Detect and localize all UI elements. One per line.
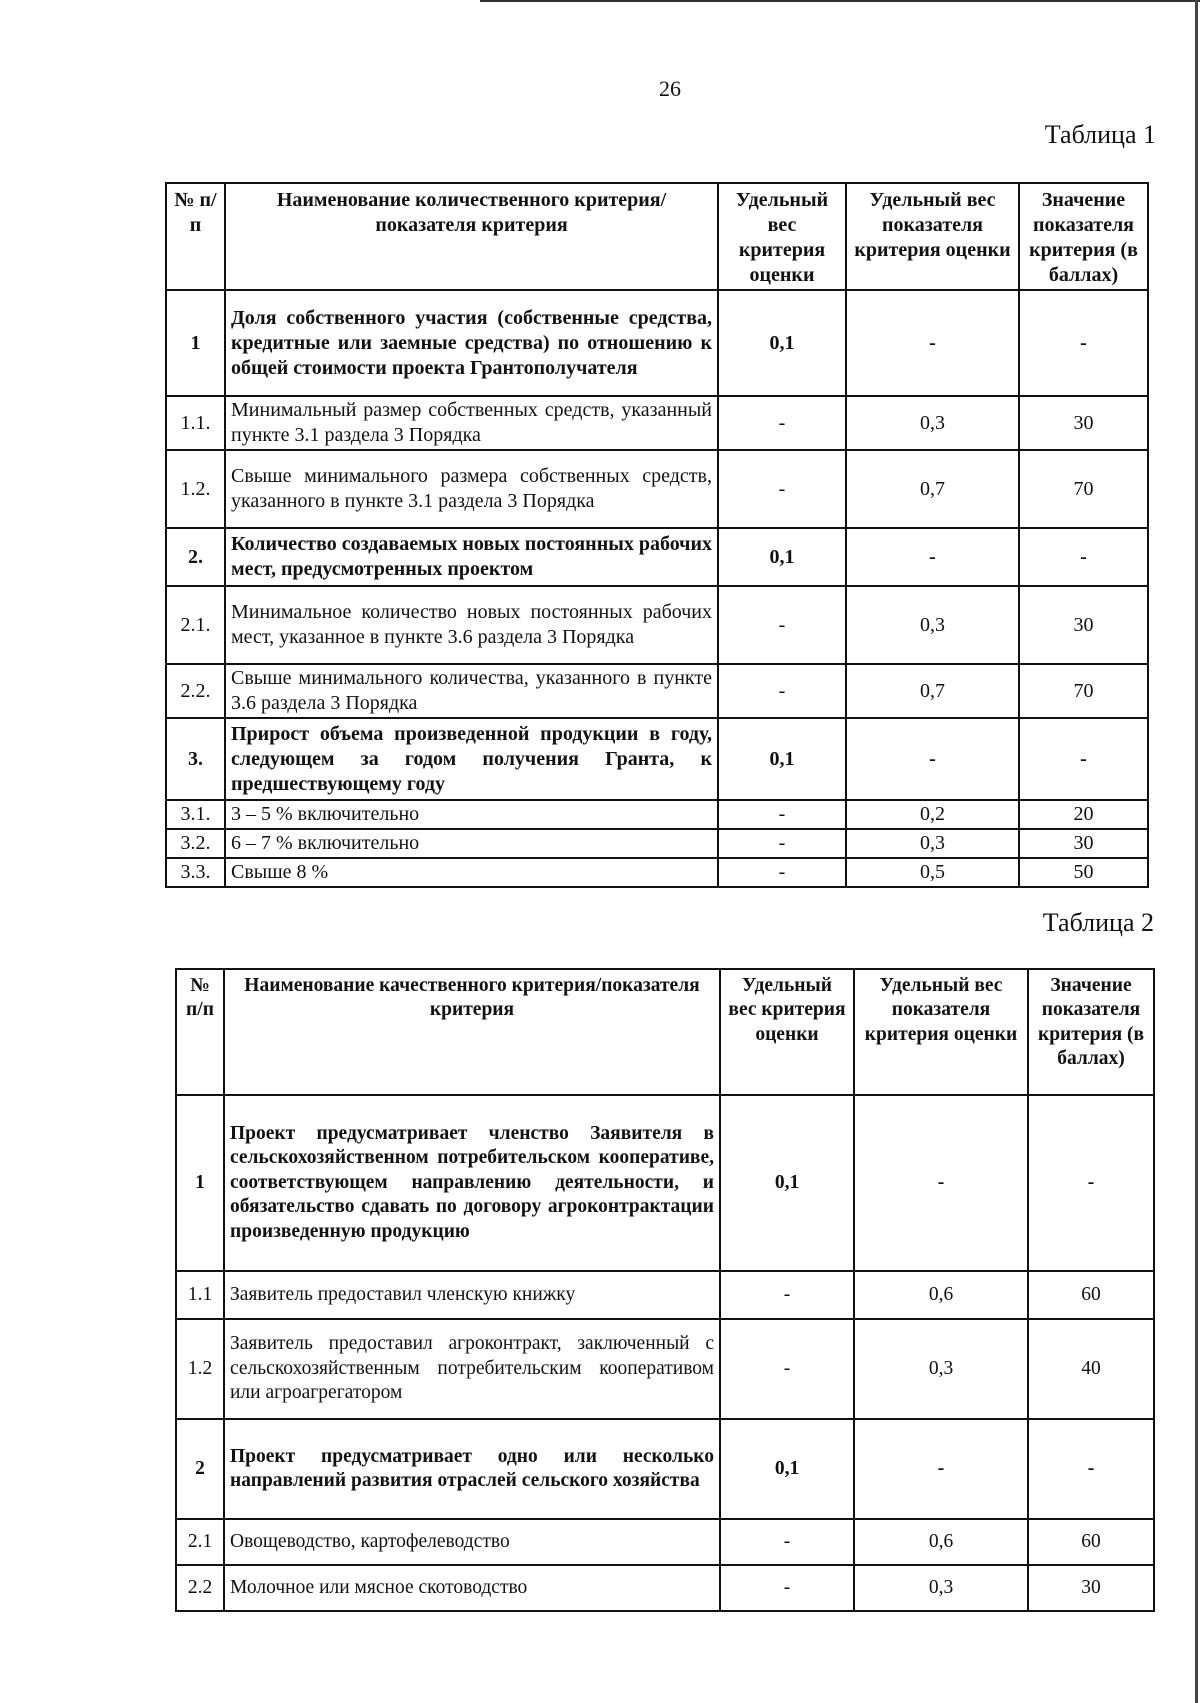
row-weight: 0,1 <box>720 1095 854 1271</box>
row-indicator-weight: - <box>854 1419 1028 1519</box>
table2-header-row <box>176 969 1154 1095</box>
row-indicator-weight: 0,3 <box>846 396 1019 450</box>
row-value: 30 <box>1019 586 1148 664</box>
header-weight: Удельный вес критерия оценки <box>718 183 846 290</box>
row-indicator-weight: 0,3 <box>846 586 1019 664</box>
row-num: 1 <box>166 290 225 396</box>
row-name: Минимальное количество новых постоянных рабочих мест, указанное в пункте 3.6 раздела 3 Порядка <box>225 586 718 664</box>
row-num: 2.1 <box>176 1519 224 1565</box>
row-num: 3. <box>166 718 225 800</box>
row-name: Свыше минимального размера собственных средств, указанного в пункте 3.1 раздела 3 Порядка <box>225 450 718 528</box>
table-quantitative-criteria <box>165 182 1149 888</box>
row-num: 1 <box>176 1095 224 1271</box>
row-weight: - <box>718 396 846 450</box>
row-indicator-weight: 0,5 <box>846 858 1019 887</box>
table-row <box>166 290 1148 396</box>
row-indicator-weight: 0,7 <box>846 664 1019 718</box>
row-value: - <box>1028 1419 1154 1519</box>
row-indicator-weight: 0,2 <box>846 800 1019 829</box>
row-indicator-weight: 0,6 <box>854 1271 1028 1319</box>
row-name: Свыше 8 % <box>225 858 718 887</box>
row-num: 1.2. <box>166 450 225 528</box>
row-value: - <box>1019 718 1148 800</box>
row-name: Молочное или мясное скотоводство <box>224 1565 720 1611</box>
page-number: 26 <box>659 76 681 101</box>
row-value: 60 <box>1028 1271 1154 1319</box>
table-row <box>166 396 1148 450</box>
row-indicator-weight: 0,3 <box>854 1319 1028 1419</box>
row-weight: - <box>718 858 846 887</box>
row-indicator-weight: - <box>846 718 1019 800</box>
row-value: - <box>1019 528 1148 586</box>
row-indicator-weight: 0,3 <box>854 1565 1028 1611</box>
header-indicator-weight: Удельный вес показателя критерия оценки <box>854 969 1028 1095</box>
row-weight: - <box>720 1565 854 1611</box>
row-value: 70 <box>1019 450 1148 528</box>
row-indicator-weight: - <box>846 290 1019 396</box>
row-num: 2.2 <box>176 1565 224 1611</box>
row-name: 6 – 7 % включительно <box>225 829 718 858</box>
row-name: Проект предусматривает одно или несколько направлений развития отраслей сельского хозяйства <box>224 1419 720 1519</box>
row-num: 1.2 <box>176 1319 224 1419</box>
row-indicator-weight: 0,3 <box>846 829 1019 858</box>
row-name: Доля собственного участия (собственные средства, кредитные или заемные средства) по отношению к общей стоимости проекта Грантополучателя <box>225 290 718 396</box>
row-num: 1.1. <box>166 396 225 450</box>
row-weight: - <box>718 800 846 829</box>
table-row <box>176 1519 1154 1565</box>
row-num: 2.2. <box>166 664 225 718</box>
row-indicator-weight: - <box>854 1095 1028 1271</box>
table-row <box>176 1319 1154 1419</box>
row-name: Минимальный размер собственных средств, указанный пункте 3.1 раздела 3 Порядка <box>225 396 718 450</box>
table-row <box>166 800 1148 829</box>
table-row <box>176 1565 1154 1611</box>
row-indicator-weight: 0,6 <box>854 1519 1028 1565</box>
row-num: 2.1. <box>166 586 225 664</box>
table-row <box>166 450 1148 528</box>
row-value: 70 <box>1019 664 1148 718</box>
scan-edge-right <box>1195 0 1198 1703</box>
table-row <box>176 1419 1154 1519</box>
row-weight: - <box>720 1271 854 1319</box>
row-num: 3.3. <box>166 858 225 887</box>
row-weight: 0,1 <box>718 718 846 800</box>
header-name: Наименование количественного критерия/показателя критерия <box>225 183 718 290</box>
row-name: Прирост объема произведенной продукции в году, следующем за годом получения Гранта, к предшествующему году <box>225 718 718 800</box>
row-value: - <box>1019 290 1148 396</box>
header-name: Наименование качественного критерия/показателя критерия <box>224 969 720 1095</box>
row-value: 60 <box>1028 1519 1154 1565</box>
row-weight: 0,1 <box>720 1419 854 1519</box>
table1-caption: Таблица 1 <box>1044 120 1156 149</box>
row-weight: - <box>718 829 846 858</box>
row-value: 30 <box>1028 1565 1154 1611</box>
table-row <box>176 1271 1154 1319</box>
row-name: Свыше минимального количества, указанного в пункте 3.6 раздела 3 Порядка <box>225 664 718 718</box>
row-num: 3.1. <box>166 800 225 829</box>
row-value: - <box>1028 1095 1154 1271</box>
table-row <box>166 718 1148 800</box>
header-num: № п/п <box>166 183 225 290</box>
row-name: Овощеводство, картофелеводство <box>224 1519 720 1565</box>
row-num: 3.2. <box>166 829 225 858</box>
row-name: Заявитель предоставил членскую книжку <box>224 1271 720 1319</box>
row-indicator-weight: - <box>846 528 1019 586</box>
scan-edge-top <box>480 0 1200 2</box>
table-row <box>166 858 1148 887</box>
row-indicator-weight: 0,7 <box>846 450 1019 528</box>
header-value: Значение показателя критерия (в баллах) <box>1028 969 1154 1095</box>
row-num: 1.1 <box>176 1271 224 1319</box>
row-value: 30 <box>1019 396 1148 450</box>
row-name: 3 – 5 % включительно <box>225 800 718 829</box>
row-num: 2. <box>166 528 225 586</box>
row-weight: - <box>718 450 846 528</box>
header-num: № п/п <box>176 969 224 1095</box>
row-value: 40 <box>1028 1319 1154 1419</box>
row-weight: - <box>720 1319 854 1419</box>
row-weight: 0,1 <box>718 290 846 396</box>
table2-caption: Таблица 2 <box>1042 908 1154 937</box>
row-value: 50 <box>1019 858 1148 887</box>
row-value: 20 <box>1019 800 1148 829</box>
row-value: 30 <box>1019 829 1148 858</box>
table-row <box>166 586 1148 664</box>
row-weight: - <box>718 586 846 664</box>
table-row <box>166 528 1148 586</box>
table-row <box>176 1095 1154 1271</box>
row-name: Проект предусматривает членство Заявителя в сельскохозяйственном потребительском кооперативе, соответствующем направлению деятельности, и обязательство сдавать по договору агроконтрактации произведенную продукцию <box>224 1095 720 1271</box>
row-name: Заявитель предоставил агроконтракт, заключенный с сельскохозяйственным потребительским кооперативом или агроагрегатором <box>224 1319 720 1419</box>
table-row <box>166 829 1148 858</box>
row-num: 2 <box>176 1419 224 1519</box>
header-indicator-weight: Удельный вес показателя критерия оценки <box>846 183 1019 290</box>
table1-header-row <box>166 183 1148 290</box>
row-weight: 0,1 <box>718 528 846 586</box>
table-row <box>166 664 1148 718</box>
row-weight: - <box>718 664 846 718</box>
table-qualitative-criteria <box>175 968 1155 1612</box>
header-value: Значение показателя критерия (в баллах) <box>1019 183 1148 290</box>
row-weight: - <box>720 1519 854 1565</box>
header-weight: Удельный вес критерия оценки <box>720 969 854 1095</box>
row-name: Количество создаваемых новых постоянных рабочих мест, предусмотренных проектом <box>225 528 718 586</box>
